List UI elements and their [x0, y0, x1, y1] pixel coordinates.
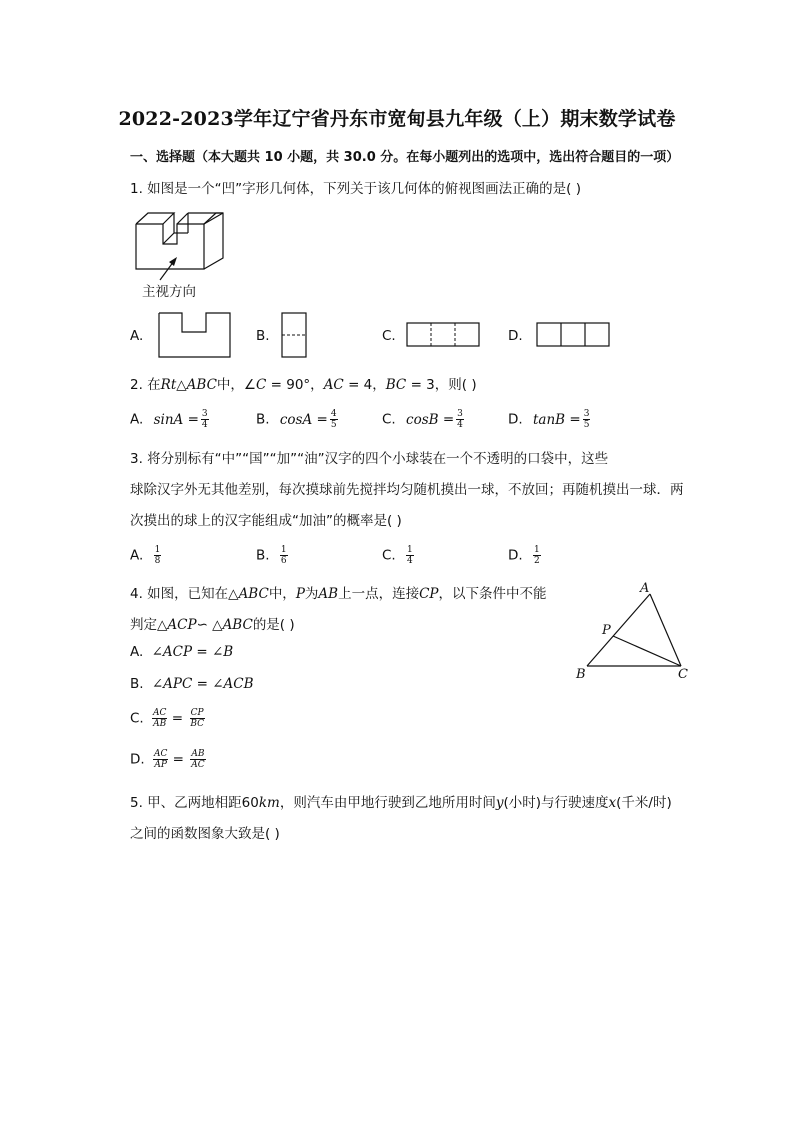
trig-function: tanB	[532, 411, 566, 428]
option-label: B.	[256, 411, 270, 428]
fraction	[533, 545, 541, 566]
segment-ac	[650, 594, 681, 666]
vertex-label-c: C	[678, 667, 688, 682]
q2-stem	[130, 373, 477, 393]
option-label: A.	[130, 644, 144, 660]
vertex-label-b: B	[576, 667, 586, 682]
trig-function: cosA	[279, 411, 313, 428]
q2-option-a[interactable]	[130, 409, 209, 430]
q4-cp: CP	[419, 586, 439, 602]
denominator: 8	[154, 556, 161, 566]
denominator: 5	[330, 420, 337, 430]
fraction	[152, 708, 167, 729]
q3-option-a[interactable]	[130, 545, 161, 566]
option-label: B.	[130, 676, 144, 692]
numerator: 1	[407, 545, 413, 555]
denominator: AP	[154, 760, 167, 770]
q2-bc: BC	[385, 377, 407, 393]
q2-option-b[interactable]	[256, 409, 338, 430]
q5-line-1	[130, 791, 672, 811]
q5-distance: 60	[241, 795, 259, 811]
numerator: AB	[191, 749, 205, 759]
fraction	[330, 409, 338, 430]
segment-cp	[613, 636, 681, 666]
q4-text: 的是( )	[252, 617, 295, 633]
q1-option-a-figure	[158, 312, 232, 358]
numerator: 3	[201, 409, 208, 419]
numerator: 3	[583, 409, 590, 419]
q2-text: 2. 在	[130, 377, 161, 393]
denominator: 4	[201, 420, 208, 430]
exam-title: 2022-2023学年辽宁省丹东市宽甸县九年级（上）期末数学试卷	[118, 108, 676, 130]
q3-line-1: 3. 将分别标有“中”“国”“加”“油”汉字的四个小球装在一个不透明的口袋中，这些	[130, 451, 609, 467]
q5-text: 5. 甲、乙两地相距	[130, 795, 242, 811]
q2-option-d[interactable]	[508, 409, 590, 430]
q2-c: C	[256, 377, 267, 393]
equals-sign: =	[171, 710, 184, 727]
numerator: 4	[330, 409, 337, 419]
q5-text: (小时)与行驶速度	[503, 795, 609, 811]
option-label: B.	[256, 547, 270, 564]
q4-option-c[interactable]	[130, 708, 205, 729]
q4-text: 4. 如图，已知在△	[130, 586, 239, 602]
numerator: 1	[533, 545, 540, 555]
q2-ac: AC	[323, 377, 344, 393]
q1-solid-figure	[130, 208, 230, 273]
q5-unit: km	[258, 795, 280, 811]
angle-expression: ∠B	[211, 644, 234, 660]
q4-p: P	[295, 586, 305, 602]
option-label: C.	[382, 411, 396, 428]
q4-text: 中，	[268, 586, 296, 602]
numerator: 1	[280, 545, 287, 555]
angle-expression: ∠ACB	[212, 676, 254, 692]
trig-function: sinA	[153, 411, 184, 428]
q1-option-c-label[interactable]: C.	[382, 328, 396, 344]
equals-sign: =	[196, 676, 208, 692]
q2-text: = 3，则( )	[406, 377, 477, 393]
fraction	[153, 749, 168, 770]
q1-option-b-figure	[281, 312, 307, 358]
equals-sign: =	[316, 411, 328, 428]
fraction	[280, 545, 288, 566]
fraction	[406, 545, 414, 566]
q1-option-a-label[interactable]: A.	[130, 328, 144, 344]
q4-line-1	[130, 582, 547, 602]
denominator: 2	[533, 556, 540, 566]
q2-rt: Rt	[160, 377, 177, 393]
q3-option-c[interactable]	[382, 545, 414, 566]
q3-option-d[interactable]	[508, 545, 541, 566]
denominator: AB	[153, 719, 167, 729]
q1-option-b-label[interactable]: B.	[256, 328, 270, 344]
q5-text: ，则汽车由甲地行驶到乙地所用时间	[279, 795, 496, 811]
section-heading: 一、选择题（本大题共 10 小题，共 30.0 分。在每小题列出的选项中，选出符合题目的一项）	[130, 150, 680, 165]
equals-sign: =	[569, 411, 581, 428]
q5-y: y	[495, 795, 504, 811]
option-label: D.	[130, 751, 145, 768]
q4-option-d[interactable]	[130, 749, 206, 770]
q2-abc: ABC	[186, 377, 217, 393]
q4-text: 上一点，连接	[338, 586, 420, 602]
vertex-label-a: A	[640, 581, 650, 596]
equals-sign: =	[196, 644, 208, 660]
angle-expression: ∠ACP	[151, 644, 193, 660]
q4-acp: ACP	[167, 617, 197, 633]
denominator: BC	[190, 719, 204, 729]
option-label: A.	[130, 411, 144, 428]
option-label: D.	[508, 547, 523, 564]
q2-text: = 90°，	[266, 377, 324, 393]
q4-text: 判定△	[130, 617, 168, 633]
q4-line-2	[130, 613, 295, 633]
q1-view-direction-label: 主视方向	[142, 284, 196, 300]
q2-option-c[interactable]	[382, 409, 464, 430]
fraction	[201, 409, 209, 430]
q3-line-3: 次摸出的球上的汉字能组成“加油”的概率是( )	[130, 513, 402, 529]
denominator: 4	[457, 420, 463, 430]
option-label: C.	[130, 710, 144, 727]
q1-option-d-figure	[536, 322, 610, 348]
q4-abc: ABC	[222, 617, 253, 633]
q1-option-c-figure	[406, 322, 480, 348]
vertex-label-p: P	[602, 623, 611, 638]
q4-similar-symbol: ∽ △	[196, 617, 223, 633]
option-label: A.	[130, 547, 144, 564]
numerator: CP	[190, 708, 204, 718]
equals-sign: =	[187, 411, 199, 428]
option-label: C.	[382, 547, 396, 564]
segment-ab	[587, 594, 650, 666]
q5-x: x	[608, 795, 617, 811]
q4-option-b[interactable]	[130, 676, 254, 692]
q1-stem: 1. 如图是一个“凹”字形几何体，下列关于该几何体的俯视图画法正确的是( )	[130, 181, 581, 197]
q4-ab: AB	[318, 586, 339, 602]
denominator: AC	[191, 760, 205, 770]
q2-text: 中，∠	[216, 377, 257, 393]
q2-triangle-symbol: △	[176, 377, 187, 393]
equals-sign: =	[172, 751, 184, 768]
fraction	[154, 545, 162, 566]
q4-option-a[interactable]	[130, 644, 233, 660]
q5-text: (千米/时)	[616, 795, 672, 811]
q4-abc: ABC	[238, 586, 269, 602]
q4-triangle-figure	[570, 578, 700, 683]
q5-line-2: 之间的函数图象大致是( )	[130, 826, 280, 842]
option-label: D.	[508, 411, 523, 428]
fraction	[190, 749, 205, 770]
numerator: AC	[153, 708, 167, 718]
fraction	[456, 409, 464, 430]
q2-text: = 4，	[343, 377, 386, 393]
equals-sign: =	[442, 411, 455, 428]
denominator: 5	[583, 420, 590, 430]
fraction	[189, 708, 205, 729]
q4-text: 为	[304, 586, 319, 602]
fraction	[583, 409, 591, 430]
angle-expression: ∠APC	[151, 676, 193, 692]
numerator: AC	[153, 749, 168, 759]
denominator: 6	[280, 556, 287, 566]
q3-line-2: 球除汉字外无其他差别，每次摸球前先搅拌均匀随机摸出一球，不放回；再随机摸出一球．两	[130, 482, 684, 498]
q4-text: ，以下条件中不能	[438, 586, 547, 602]
numerator: 3	[457, 409, 463, 419]
numerator: 1	[154, 545, 161, 555]
trig-function: cosB	[406, 411, 439, 428]
q1-option-d-label[interactable]: D.	[508, 328, 523, 344]
denominator: 4	[407, 556, 413, 566]
q3-option-b[interactable]	[256, 545, 288, 566]
